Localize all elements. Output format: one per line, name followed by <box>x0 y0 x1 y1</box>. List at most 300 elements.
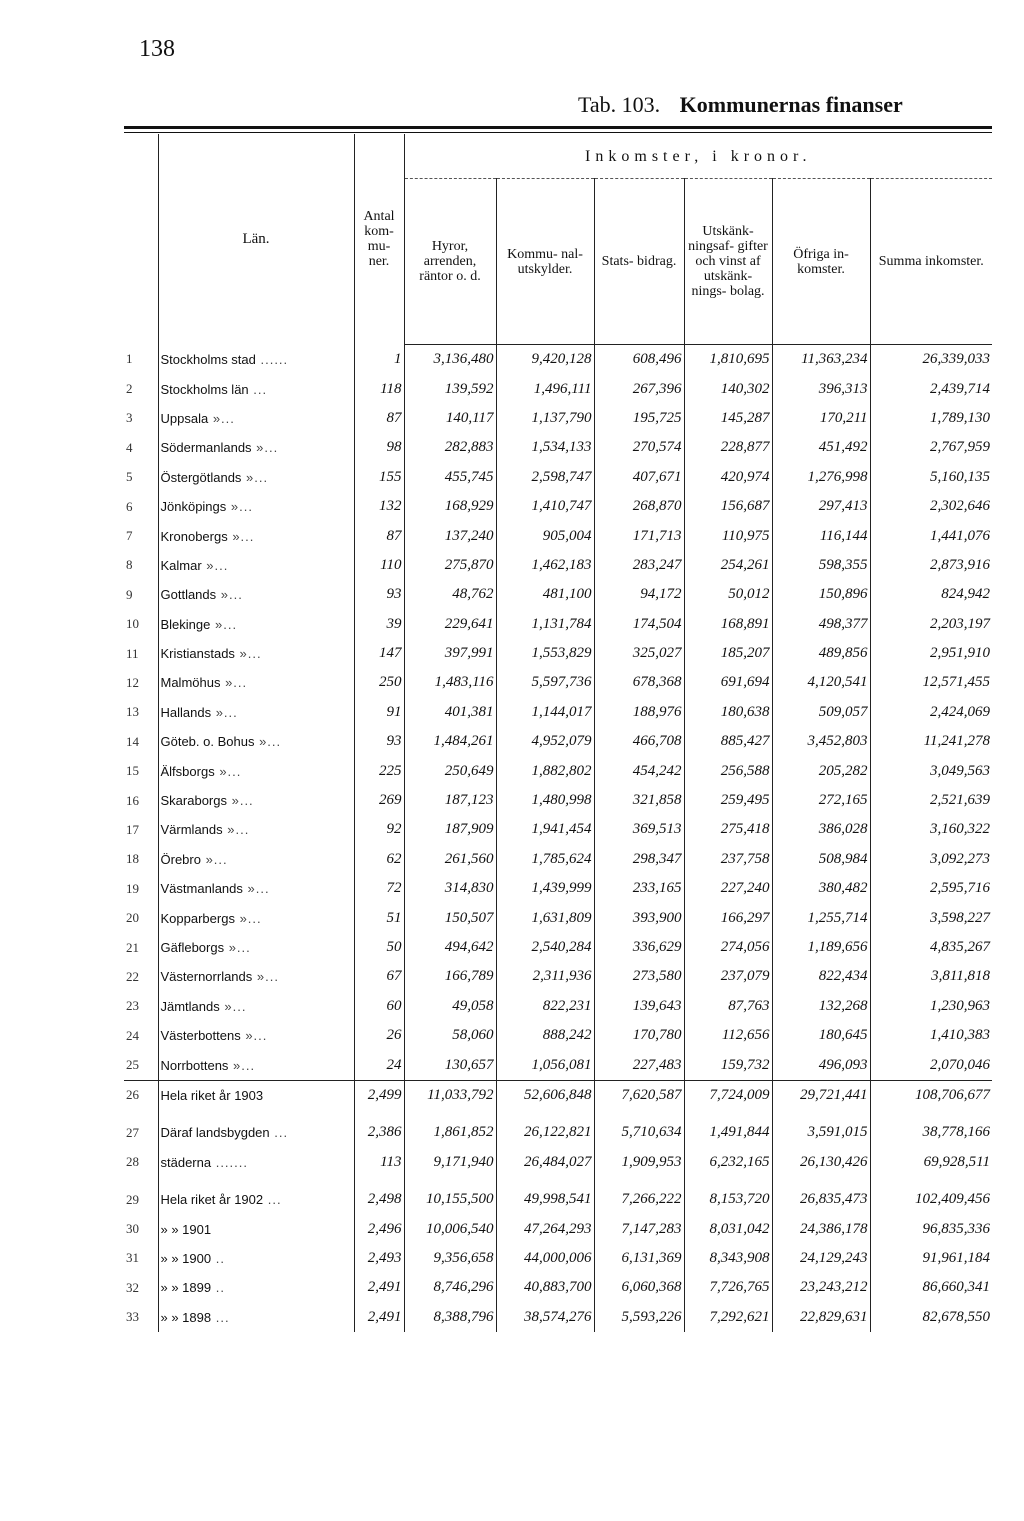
hyror-value: 1,483,116 <box>404 668 496 697</box>
table-row <box>124 374 992 403</box>
table-row <box>124 698 992 727</box>
lan-label: Göteb. o. Bohus <box>160 734 255 750</box>
statsbidrag-value: 7,620,587 <box>594 1080 684 1110</box>
antal-kommuner: 39 <box>354 610 404 639</box>
lan-name <box>158 1244 354 1273</box>
antal-kommuner: 93 <box>354 580 404 609</box>
statsbidrag-value: 267,396 <box>594 374 684 403</box>
kommunalutskylder-value: 49,998,541 <box>496 1185 594 1214</box>
statsbidrag-value: 393,900 <box>594 903 684 932</box>
row-number: 19 <box>126 880 139 896</box>
statsbidrag-value: 233,165 <box>594 874 684 903</box>
utskankning-value: 420,974 <box>684 463 772 492</box>
antal-kommuner: 60 <box>354 992 404 1021</box>
hyror-value: 3,136,480 <box>404 345 496 375</box>
row-number: 3 <box>126 410 133 426</box>
summa-value: 2,767,959 <box>870 433 992 462</box>
lan-name <box>158 933 354 962</box>
table-row <box>124 639 992 668</box>
antal-kommuner: 87 <box>354 404 404 433</box>
spacer-cell <box>684 1177 772 1185</box>
table-row <box>124 933 992 962</box>
hyror-value: 140,117 <box>404 404 496 433</box>
statsbidrag-value: 94,172 <box>594 580 684 609</box>
kommunalutskylder-value: 1,480,998 <box>496 786 594 815</box>
lan-label: Kopparbergs <box>160 910 235 926</box>
page-title <box>578 92 903 118</box>
statsbidrag-value: 1,909,953 <box>594 1148 684 1177</box>
row-number: 25 <box>126 1057 139 1073</box>
antal-kommuner: 113 <box>354 1148 404 1177</box>
lan-label: Gäfleborgs <box>160 940 225 955</box>
utskankning-value: 6,232,165 <box>684 1148 772 1177</box>
table-row <box>124 903 992 932</box>
spacer-cell <box>404 1177 496 1185</box>
hyror-value: 166,789 <box>404 962 496 991</box>
ofriga-value: 396,313 <box>772 374 870 403</box>
lan-name <box>158 492 354 521</box>
summa-value: 3,811,818 <box>870 962 992 991</box>
ofriga-value: 116,144 <box>772 521 870 550</box>
lan-name <box>158 463 354 492</box>
hyror-value: 168,929 <box>404 492 496 521</box>
hyror-value: 9,171,940 <box>404 1148 496 1177</box>
utskankning-value: 140,302 <box>684 374 772 403</box>
kommunalutskylder-value: 26,122,821 <box>496 1118 594 1147</box>
lan-name <box>158 1214 354 1243</box>
statsbidrag-value: 171,713 <box>594 521 684 550</box>
hyror-value: 8,388,796 <box>404 1303 496 1332</box>
antal-kommuner: 26 <box>354 1021 404 1050</box>
antal-kommuner: 1 <box>354 345 404 375</box>
summa-value: 3,092,273 <box>870 845 992 874</box>
lan-suffix: »... <box>254 734 282 750</box>
table-row <box>124 668 992 697</box>
lan-suffix: »... <box>222 822 250 838</box>
table-row <box>124 1118 992 1147</box>
lan-name <box>158 1118 354 1147</box>
row-number: 24 <box>126 1027 139 1043</box>
utskankning-value: 8,153,720 <box>684 1185 772 1214</box>
kommunalutskylder-value: 47,264,293 <box>496 1214 594 1243</box>
summa-value: 3,598,227 <box>870 903 992 932</box>
kommunalutskylder-value: 1,534,133 <box>496 433 594 462</box>
lan-name <box>158 845 354 874</box>
utskankning-value: 112,656 <box>684 1021 772 1050</box>
row-number: 21 <box>126 939 139 955</box>
spacer-cell <box>870 1110 992 1118</box>
statsbidrag-value: 608,496 <box>594 345 684 375</box>
ofriga-value: 150,896 <box>772 580 870 609</box>
kommunalutskylder-value: 1,462,183 <box>496 551 594 580</box>
header-utskankning: Utskänk- ningsaf- gifter och vinst af utskänk- nings- bolag. <box>684 179 772 345</box>
lan-suffix: »... <box>242 881 270 897</box>
lan-name <box>158 580 354 609</box>
utskankning-value: 7,726,765 <box>684 1273 772 1302</box>
utskankning-value: 50,012 <box>684 580 772 609</box>
summa-value: 12,571,455 <box>870 668 992 697</box>
statsbidrag-value: 174,504 <box>594 610 684 639</box>
ofriga-value: 598,355 <box>772 551 870 580</box>
utskankning-value: 7,724,009 <box>684 1080 772 1110</box>
lan-label: Värmlands <box>160 822 223 838</box>
lan-name <box>158 668 354 697</box>
ofriga-value: 26,835,473 <box>772 1185 870 1214</box>
hyror-value: 187,909 <box>404 815 496 844</box>
ofriga-value: 24,129,243 <box>772 1244 870 1273</box>
table-row <box>124 1244 992 1273</box>
lan-label: Kristianstads <box>160 646 235 662</box>
statsbidrag-value: 5,710,634 <box>594 1118 684 1147</box>
ofriga-value: 23,243,212 <box>772 1273 870 1302</box>
table-number: Tab. 103. <box>578 92 661 117</box>
table-row <box>124 1273 992 1302</box>
row-number: 20 <box>126 910 139 926</box>
header-antal: Antal kom- mu- ner. <box>354 134 404 345</box>
summa-value: 1,410,383 <box>870 1021 992 1050</box>
table-row <box>124 433 992 462</box>
hyror-value: 1,861,852 <box>404 1118 496 1147</box>
lan-suffix: »... <box>226 793 254 809</box>
lan-suffix: »... <box>227 528 255 544</box>
kommunalutskylder-value: 1,553,829 <box>496 639 594 668</box>
lan-label: Stockholms län <box>160 381 249 397</box>
ofriga-value: 822,434 <box>772 962 870 991</box>
top-rule <box>124 126 992 129</box>
antal-kommuner: 225 <box>354 756 404 785</box>
table-row <box>124 756 992 785</box>
lan-name <box>158 786 354 815</box>
spacer-cell <box>354 1110 404 1118</box>
lan-name <box>158 874 354 903</box>
utskankning-value: 1,491,844 <box>684 1118 772 1147</box>
lan-name <box>158 1303 354 1332</box>
lan-label: Jämtlands <box>160 998 220 1014</box>
statsbidrag-value: 283,247 <box>594 551 684 580</box>
statsbidrag-value: 466,708 <box>594 727 684 756</box>
hyror-value: 10,006,540 <box>404 1214 496 1243</box>
utskankning-value: 228,877 <box>684 433 772 462</box>
spacer-cell <box>124 1110 158 1118</box>
table-row <box>124 580 992 609</box>
spacer-cell <box>870 1177 992 1185</box>
kommunalutskylder-value: 1,056,081 <box>496 1050 594 1080</box>
kommunalutskylder-value: 1,144,017 <box>496 698 594 727</box>
kommunalutskylder-value: 1,410,747 <box>496 492 594 521</box>
lan-label: Gottlands <box>160 587 217 603</box>
ofriga-value: 1,255,714 <box>772 903 870 932</box>
utskankning-value: 259,495 <box>684 786 772 815</box>
ofriga-value: 1,189,656 <box>772 933 870 962</box>
header-hyror: Hyror, arrenden, räntor o. d. <box>404 179 496 345</box>
ofriga-value: 489,856 <box>772 639 870 668</box>
lan-name <box>158 1148 354 1177</box>
table-row <box>124 845 992 874</box>
hyror-value: 150,507 <box>404 903 496 932</box>
utskankning-value: 885,427 <box>684 727 772 756</box>
statsbidrag-value: 454,242 <box>594 756 684 785</box>
utskankning-value: 87,763 <box>684 992 772 1021</box>
row-number: 4 <box>126 439 133 455</box>
row-number: 30 <box>126 1221 139 1237</box>
lan-suffix: »... <box>240 1028 268 1044</box>
lan-label: Älfsborgs <box>160 763 215 779</box>
statsbidrag-value: 336,629 <box>594 933 684 962</box>
hyror-value: 261,560 <box>404 845 496 874</box>
lan-label: Västerbottens <box>160 1028 241 1044</box>
antal-kommuner: 67 <box>354 962 404 991</box>
row-number: 10 <box>126 616 139 632</box>
antal-kommuner: 24 <box>354 1050 404 1080</box>
statsbidrag-value: 139,643 <box>594 992 684 1021</box>
statsbidrag-value: 273,580 <box>594 962 684 991</box>
kommunalutskylder-value: 1,882,802 <box>496 756 594 785</box>
lan-label: » » 1898 <box>160 1309 212 1325</box>
hyror-value: 48,762 <box>404 580 496 609</box>
utskankning-value: 156,687 <box>684 492 772 521</box>
summa-value: 91,961,184 <box>870 1244 992 1273</box>
utskankning-value: 110,975 <box>684 521 772 550</box>
lan-suffix: »... <box>228 1057 256 1073</box>
statsbidrag-value: 6,131,369 <box>594 1244 684 1273</box>
summa-value: 38,778,166 <box>870 1118 992 1147</box>
statsbidrag-value: 6,060,368 <box>594 1273 684 1302</box>
spacer-cell <box>772 1177 870 1185</box>
summa-value: 2,302,646 <box>870 492 992 521</box>
antal-kommuner: 93 <box>354 727 404 756</box>
utskankning-value: 275,418 <box>684 815 772 844</box>
spacer-cell <box>594 1177 684 1185</box>
hyror-value: 401,381 <box>404 698 496 727</box>
ofriga-value: 24,386,178 <box>772 1214 870 1243</box>
antal-kommuner: 110 <box>354 551 404 580</box>
summa-value: 2,424,069 <box>870 698 992 727</box>
lan-name <box>158 345 354 375</box>
lan-label: Hela riket år 1902 <box>160 1192 264 1208</box>
ofriga-value: 498,377 <box>772 610 870 639</box>
row-number: 23 <box>126 998 139 1014</box>
antal-kommuner: 51 <box>354 903 404 932</box>
table-row <box>124 345 992 375</box>
lan-suffix: »... <box>252 969 279 985</box>
lan-name <box>158 698 354 727</box>
hyror-value: 397,991 <box>404 639 496 668</box>
lan-suffix: ... <box>269 1125 289 1141</box>
row-number: 5 <box>126 469 133 485</box>
hyror-value: 8,746,296 <box>404 1273 496 1302</box>
lan-label: » » 1901 <box>160 1221 212 1237</box>
antal-kommuner: 2,491 <box>354 1303 404 1332</box>
row-number: 27 <box>126 1124 139 1140</box>
kommunalutskylder-value: 9,420,128 <box>496 345 594 375</box>
utskankning-value: 8,343,908 <box>684 1244 772 1273</box>
table-row <box>124 404 992 433</box>
antal-kommuner: 155 <box>354 463 404 492</box>
ofriga-value: 26,130,426 <box>772 1148 870 1177</box>
header-inkomster: Inkomster, i kronor. <box>404 134 992 179</box>
ofriga-value: 297,413 <box>772 492 870 521</box>
statsbidrag-value: 298,347 <box>594 845 684 874</box>
lan-label: Skaraborgs <box>160 793 227 809</box>
kommunalutskylder-value: 1,941,454 <box>496 815 594 844</box>
lan-label: Hela riket år 1903 <box>160 1087 264 1103</box>
lan-name <box>158 551 354 580</box>
row-number: 8 <box>126 557 133 573</box>
table-title: Kommunernas finanser <box>679 92 903 117</box>
summa-value: 1,230,963 <box>870 992 992 1021</box>
utskankning-value: 227,240 <box>684 874 772 903</box>
kommunalutskylder-value: 52,606,848 <box>496 1080 594 1110</box>
hyror-value: 275,870 <box>404 551 496 580</box>
lan-suffix: ....... <box>211 1154 248 1170</box>
hyror-value: 139,592 <box>404 374 496 403</box>
ofriga-value: 29,721,441 <box>772 1080 870 1110</box>
lan-label: » » 1900 <box>160 1250 212 1266</box>
antal-kommuner: 98 <box>354 433 404 462</box>
hyror-value: 314,830 <box>404 874 496 903</box>
ofriga-value: 180,645 <box>772 1021 870 1050</box>
lan-name <box>158 639 354 668</box>
kommunalutskylder-value: 1,131,784 <box>496 610 594 639</box>
lan-suffix: »... <box>214 763 242 779</box>
ofriga-value: 509,057 <box>772 698 870 727</box>
row-number: 14 <box>126 733 139 749</box>
summa-value: 2,521,639 <box>870 786 992 815</box>
lan-suffix: »... <box>224 940 251 955</box>
table-row <box>124 463 992 492</box>
hyror-value: 250,649 <box>404 756 496 785</box>
lan-suffix: ... <box>263 1192 282 1208</box>
header-summa: Summa inkomster. <box>870 179 992 345</box>
statsbidrag-value: 270,574 <box>594 433 684 462</box>
table-row <box>124 1214 992 1243</box>
summa-value: 26,339,033 <box>870 345 992 375</box>
lan-suffix: »... <box>241 469 269 485</box>
lan-suffix: »... <box>251 440 279 456</box>
lan-name <box>158 1021 354 1050</box>
utskankning-value: 168,891 <box>684 610 772 639</box>
row-number: 15 <box>126 763 139 779</box>
antal-kommuner: 269 <box>354 786 404 815</box>
header-statsbidrag: Stats- bidrag. <box>594 179 684 345</box>
table-row <box>124 1080 992 1110</box>
spacer-cell <box>354 1177 404 1185</box>
table-row <box>124 1021 992 1050</box>
table-row <box>124 874 992 903</box>
ofriga-value: 11,363,234 <box>772 345 870 375</box>
summa-value: 69,928,511 <box>870 1148 992 1177</box>
summa-value: 11,241,278 <box>870 727 992 756</box>
kommunalutskylder-value: 1,496,111 <box>496 374 594 403</box>
lan-suffix: »... <box>208 410 235 426</box>
statsbidrag-value: 170,780 <box>594 1021 684 1050</box>
ofriga-value: 205,282 <box>772 756 870 785</box>
ofriga-value: 4,120,541 <box>772 668 870 697</box>
hyror-value: 10,155,500 <box>404 1185 496 1214</box>
header-index <box>124 134 158 345</box>
kommunalutskylder-value: 822,231 <box>496 992 594 1021</box>
lan-label: Örebro <box>160 851 201 867</box>
spacer-cell <box>772 1110 870 1118</box>
row-number: 16 <box>126 792 139 808</box>
kommunalutskylder-value: 905,004 <box>496 521 594 550</box>
antal-kommuner: 2,493 <box>354 1244 404 1273</box>
lan-name <box>158 433 354 462</box>
lan-name <box>158 374 354 403</box>
kommunalutskylder-value: 4,952,079 <box>496 727 594 756</box>
lan-suffix: .. <box>211 1250 225 1266</box>
utskankning-value: 7,292,621 <box>684 1303 772 1332</box>
lan-name <box>158 992 354 1021</box>
kommunalutskylder-value: 38,574,276 <box>496 1303 594 1332</box>
summa-value: 5,160,135 <box>870 463 992 492</box>
utskankning-value: 159,732 <box>684 1050 772 1080</box>
lan-suffix: »... <box>234 646 262 662</box>
utskankning-value: 8,031,042 <box>684 1214 772 1243</box>
lan-label: Kalmar <box>160 557 202 573</box>
hyror-value: 455,745 <box>404 463 496 492</box>
antal-kommuner: 2,499 <box>354 1080 404 1110</box>
summa-value: 3,049,563 <box>870 756 992 785</box>
hyror-value: 11,033,792 <box>404 1080 496 1110</box>
summa-value: 3,160,322 <box>870 815 992 844</box>
kommunalutskylder-value: 44,000,006 <box>496 1244 594 1273</box>
antal-kommuner: 2,386 <box>354 1118 404 1147</box>
hyror-value: 9,356,658 <box>404 1244 496 1273</box>
lan-name <box>158 1080 354 1110</box>
kommunalutskylder-value: 2,598,747 <box>496 463 594 492</box>
utskankning-value: 185,207 <box>684 639 772 668</box>
row-number: 33 <box>126 1309 139 1325</box>
summa-value: 824,942 <box>870 580 992 609</box>
utskankning-value: 691,694 <box>684 668 772 697</box>
kommunalutskylder-value: 1,631,809 <box>496 903 594 932</box>
lan-name <box>158 962 354 991</box>
utskankning-value: 256,588 <box>684 756 772 785</box>
statsbidrag-value: 7,147,283 <box>594 1214 684 1243</box>
table-row <box>124 521 992 550</box>
table-row <box>124 492 992 521</box>
summa-value: 108,706,677 <box>870 1080 992 1110</box>
lan-label: Stockholms stad <box>160 351 256 367</box>
lan-label: Däraf landsbygden <box>160 1125 270 1141</box>
kommunalutskylder-value: 26,484,027 <box>496 1148 594 1177</box>
table-row <box>124 815 992 844</box>
hyror-value: 137,240 <box>404 521 496 550</box>
table-row <box>124 551 992 580</box>
lan-suffix: ... <box>211 1309 230 1325</box>
lan-label: Norrbottens <box>160 1057 229 1073</box>
summa-value: 1,789,130 <box>870 404 992 433</box>
row-number: 6 <box>126 498 133 514</box>
table-row <box>124 727 992 756</box>
lan-label: Västernorrlands <box>160 969 253 985</box>
page-number: 138 <box>139 36 175 62</box>
lan-suffix: .. <box>211 1280 225 1296</box>
kommunalutskylder-value: 888,242 <box>496 1021 594 1050</box>
antal-kommuner: 2,491 <box>354 1273 404 1302</box>
ofriga-value: 3,591,015 <box>772 1118 870 1147</box>
spacer-cell <box>404 1110 496 1118</box>
row-number: 13 <box>126 704 139 720</box>
lan-label: Västmanlands <box>160 881 243 897</box>
kommunalutskylder-value: 2,540,284 <box>496 933 594 962</box>
antal-kommuner: 118 <box>354 374 404 403</box>
spacer-row <box>124 1110 992 1118</box>
row-number: 31 <box>126 1250 139 1266</box>
lan-suffix: »... <box>210 616 238 632</box>
summa-value: 82,678,550 <box>870 1303 992 1332</box>
